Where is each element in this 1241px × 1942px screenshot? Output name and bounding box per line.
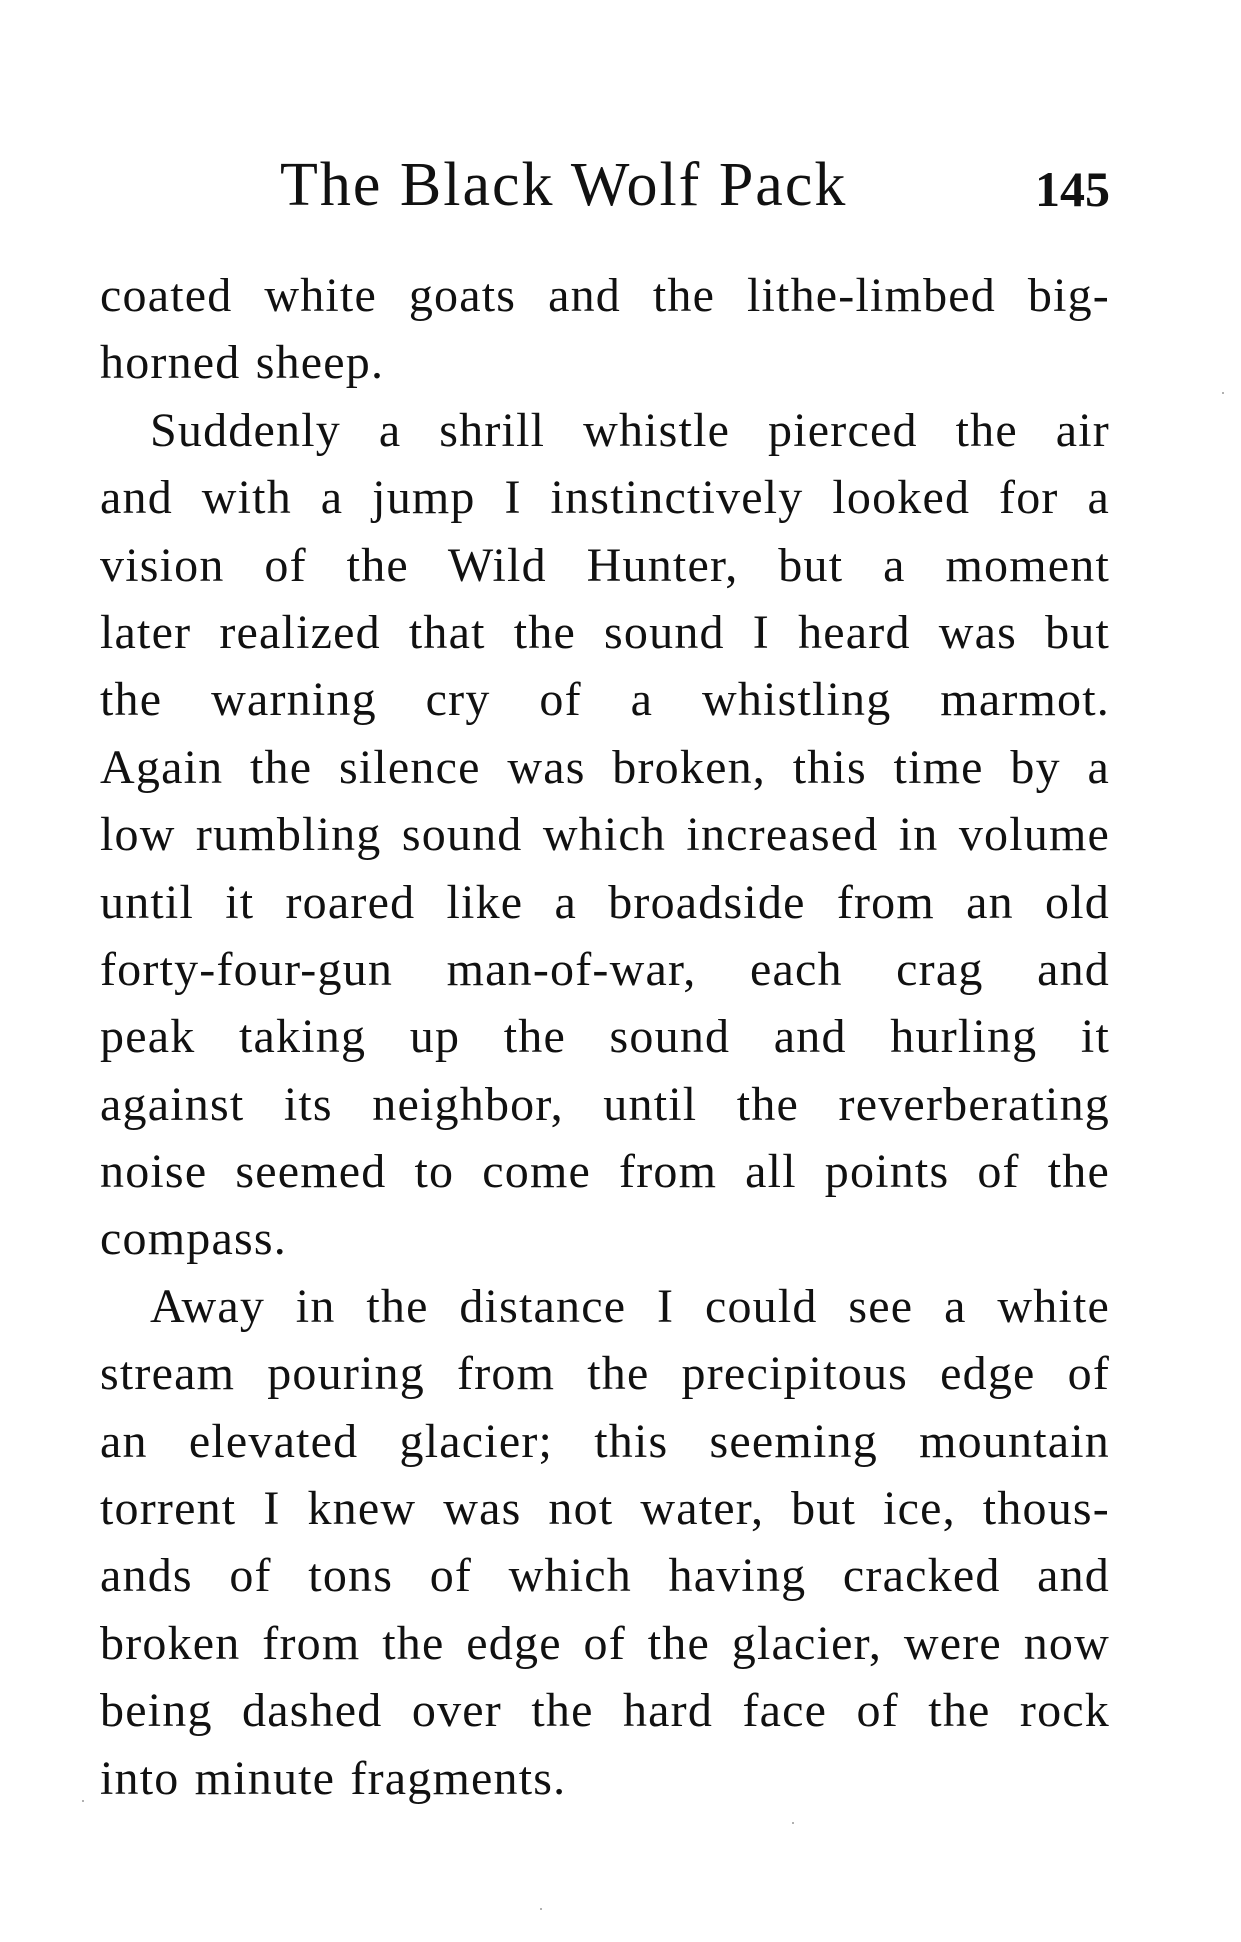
text-line: ands of tons of which having cracked and (100, 1549, 1110, 1603)
text-line: Away in the distance I could see a white (150, 1279, 1110, 1333)
scan-speck (1222, 392, 1224, 394)
text-line: until it roared like a broadside from an old (100, 875, 1110, 929)
scan-speck (540, 1908, 542, 1910)
text-line: low rumbling sound which increased in volume (100, 808, 1110, 862)
text-line: broken from the edge of the glacier, were now (100, 1616, 1110, 1670)
text-line: coated white goats and the lithe-limbed big- (100, 269, 1110, 322)
text-line: vision of the Wild Hunter, but a moment (100, 538, 1110, 592)
text-line: being dashed over the hard face of the rock (100, 1684, 1110, 1738)
page-number: 145 (1035, 161, 1110, 217)
text-line: Again the silence was broken, this time by a (100, 740, 1110, 794)
text-line: torrent I knew was not water, but ice, thous- (100, 1482, 1110, 1536)
text-line: an elevated glacier; this seeming mountain (100, 1414, 1110, 1468)
text-line: into minute fragments. (100, 1751, 567, 1805)
text-line: horned sheep. (100, 336, 385, 390)
text-line: Suddenly a shrill whistle pierced the air (150, 403, 1110, 457)
text-line: the warning cry of a whistling marmot. (100, 673, 1110, 727)
text-line: forty-four-gun man-of-war, each crag and (100, 942, 1110, 996)
text-line: later realized that the sound I heard was but (100, 605, 1110, 659)
body-text (100, 262, 1110, 1812)
scan-speck (792, 1822, 794, 1824)
text-line: compass. (100, 1212, 287, 1266)
running-head-title: The Black Wolf Pack (280, 151, 848, 219)
text-line: noise seemed to come from all points of the (100, 1145, 1110, 1199)
page-header (100, 140, 1110, 230)
text-line: stream pouring from the precipitous edge of (100, 1347, 1110, 1401)
text-line: peak taking up the sound and hurling it (100, 1010, 1110, 1064)
scan-speck (82, 1800, 84, 1802)
text-line: and with a jump I instinctively looked for a (100, 471, 1110, 525)
text-line: against its neighbor, until the reverberating (100, 1077, 1110, 1131)
